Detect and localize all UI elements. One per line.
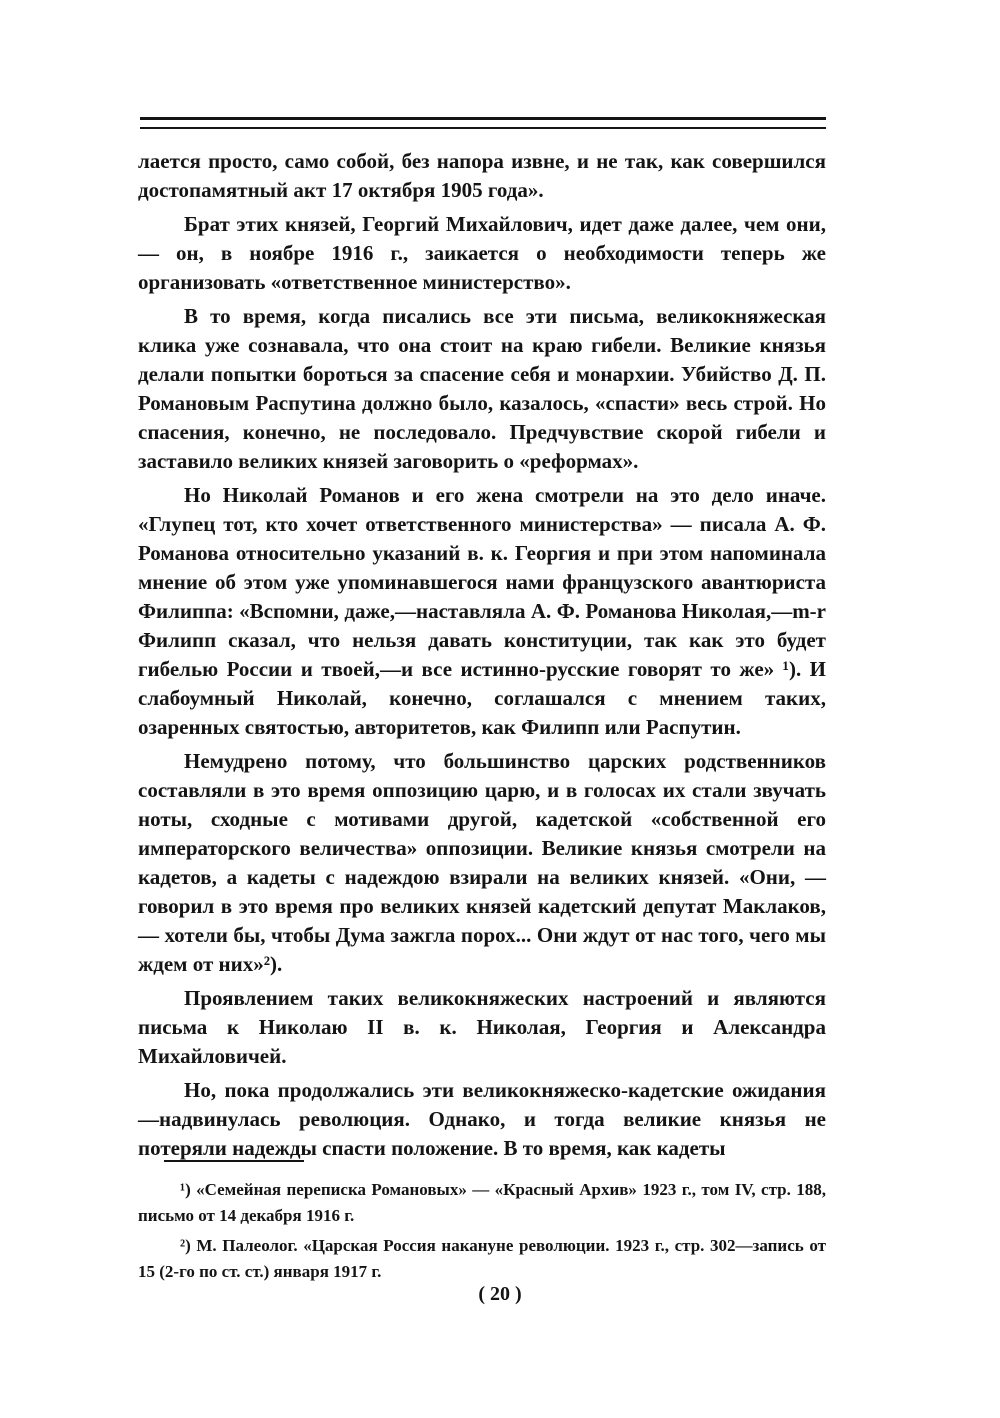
paragraph-continuation: лается просто, само собой, без напора извне, и не так, как совершился достопамятный акт 17 октября 1905 года».	[138, 149, 826, 202]
paragraph: Немудрено потому, что большинство царских родственников составляли в это время оппозицию царю, и в голосах их стали звучать ноты, сходные с мотивами другой, кадетской «собственной его императорского величества» оппозиции. Великие князья смотрели на кадетов, а кадеты с надеждою взирали на великих князей. «Они, — говорил в это время про великих князей кадетский депутат Маклаков, — хотели бы, чтобы Дума зажгла порох... Они ждут от нас того, чего мы ждем от них»²).	[138, 749, 826, 976]
paragraph: В то время, когда писались все эти письма, великокняжеская клика уже сознавала, что она стоит на краю гибели. Великие князья делали попытки бороться за спасение себя и монархии. Убийство Д. П. Романовым Распутина должно было, казалось, «спасти» весь строй. Но спасения, конечно, не последовало. Предчувствие скорой гибели и заставило великих князей заговорить о «реформах».	[138, 304, 826, 473]
paragraph: Брат этих князей, Георгий Михайлович, идет даже далее, чем они, — он, в ноябре 1916 г., заикается о необходимости теперь же организовать «ответственное министерство».	[138, 212, 826, 294]
footnote-separator	[164, 1160, 304, 1162]
paragraph: Проявлением таких великокняжеских настроений и являются письма к Николаю II в. к. Николая, Георгия и Александра Михайловичей.	[138, 986, 826, 1068]
footnotes	[138, 1177, 826, 1289]
paragraph: Но Николай Романов и его жена смотрели на это дело иначе. «Глупец тот, кто хочет ответственного министерства» — писала А. Ф. Романова относительно указаний в. к. Георгия и при этом напоминала мнение об этом уже упоминавшегося нами французского авантюриста Филиппа: «Вспомни, даже,—наставляла А. Ф. Романова Николая,—m-r Филипп сказал, что нельзя давать конституции, так как это будет гибелью России и твоей,—и все истинно-русские говорят то же» ¹). И слабоумный Николай, конечно, соглашался с мнением таких, озаренных святостью, авторитетов, как Филипп или Распутин.	[138, 483, 826, 739]
paragraph: Но, пока продолжались эти великокняжеско-кадетские ожидания—надвинулась революция. Однако, и тогда великие князья не потеряли надежды спасти положение. В то время, как кадеты	[138, 1078, 826, 1160]
footnote-2: ²) М. Палеолог. «Царская Россия накануне революции. 1923 г., стр. 302—запись от 15 (2-го по ст. ст.) января 1917 г.	[138, 1236, 826, 1281]
header-rule-thin	[140, 127, 826, 129]
footnote-1: ¹) «Семейная переписка Романовых» — «Красный Архив» 1923 г., том IV, стр. 188, письмо от 14 декабря 1916 г.	[138, 1180, 826, 1225]
main-text	[138, 147, 826, 1168]
header-rule-thick	[140, 117, 826, 120]
page-number: ( 20 )	[478, 1283, 522, 1305]
